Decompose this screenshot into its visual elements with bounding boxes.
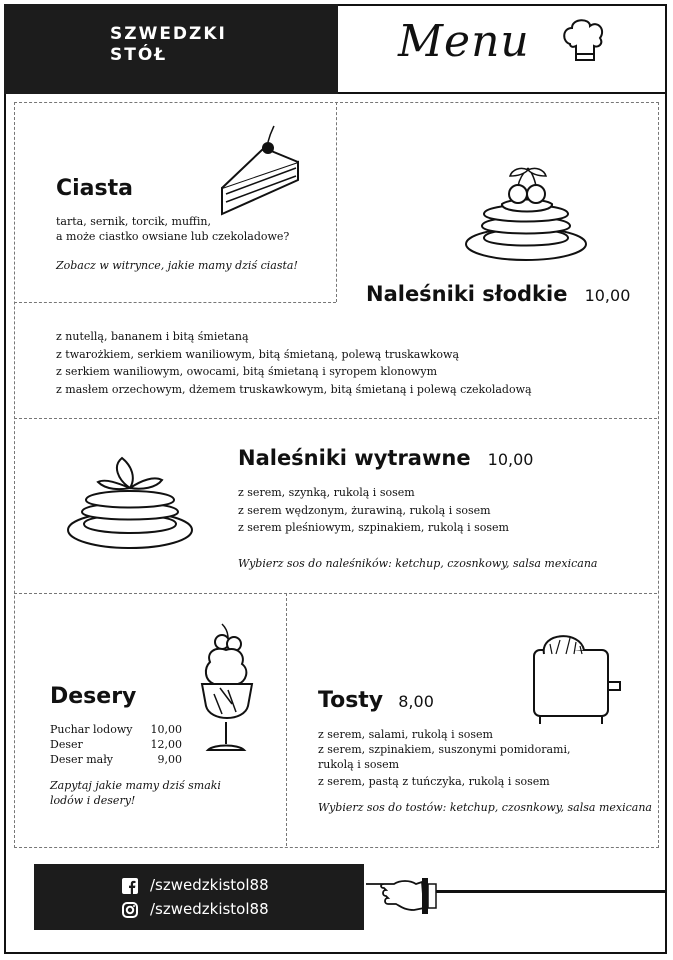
dessert-name: Puchar lodowy <box>50 723 133 736</box>
ciasta-description <box>56 214 289 244</box>
divider <box>14 418 657 419</box>
ciasta-note: Zobacz w witrynce, jakie mamy dziś ciasta! <box>56 259 298 272</box>
list-item: z serem pleśniowym, szpinakiem, rukolą i sosem <box>238 521 509 534</box>
instagram-handle[interactable]: /szwedzkistol88 <box>150 900 269 918</box>
desserts-table <box>50 722 182 767</box>
table-row <box>50 752 182 767</box>
dessert-price: 9,00 <box>157 753 182 766</box>
cake-slice-icon <box>212 122 304 218</box>
divider <box>14 593 657 594</box>
list-item: z nutellą, bananem i bitą śmietaną <box>56 330 249 343</box>
list-item: z serem, szpinakiem, suszonymi pomidorami, <box>318 743 571 756</box>
facebook-handle[interactable]: /szwedzkistol88 <box>150 876 269 894</box>
toasts-heading <box>318 688 434 713</box>
sweet-pancakes-heading <box>366 282 630 306</box>
savory-pancakes-icon <box>62 452 198 554</box>
sweet-pancakes-list <box>56 328 532 398</box>
toasts-list <box>318 726 570 790</box>
table-row <box>50 722 182 737</box>
desserts-note-line: Zapytaj jakie mamy dziś smaki <box>50 779 221 792</box>
dessert-price: 10,00 <box>150 723 182 736</box>
brand-logo-line1: SZWEDZKI <box>110 24 227 44</box>
instagram-link[interactable] <box>122 900 269 918</box>
list-item: z serem, szynką, rukolą i sosem <box>238 486 415 499</box>
list-item: z serem wędzonym, żurawiną, rukolą i sosem <box>238 503 491 517</box>
pointing-hand-icon <box>364 870 670 920</box>
ciasta-line: a może ciastko owsiane lub czekoladowe? <box>56 230 290 243</box>
price-nalesniki-wytrawne: 10,00 <box>487 450 534 469</box>
table-row <box>50 737 182 752</box>
brand-logo-line2: STÓŁ <box>110 45 168 65</box>
instagram-icon <box>122 902 138 918</box>
list-item: z masłem orzechowym, dżemem truskawkowym, bitą śmietaną i polewą czekoladową <box>56 382 532 396</box>
divider <box>14 302 336 303</box>
desserts-note-line: lodów i desery! <box>50 794 136 807</box>
dessert-name: Deser mały <box>50 753 114 766</box>
chef-hat-icon <box>560 16 610 66</box>
price-tosty: 8,00 <box>398 692 434 711</box>
list-item: z serem, salami, rukolą i sosem <box>318 728 493 741</box>
sweet-pancakes-icon <box>462 164 592 266</box>
toasts-note: Wybierz sos do tostów: ketchup, czosnkowy, salsa mexicana <box>318 801 652 814</box>
list-item: z serem, pastą z tuńczyka, rukolą i sosem <box>318 775 550 788</box>
toaster-icon <box>526 626 626 726</box>
facebook-icon <box>122 878 138 894</box>
list-item: z twarożkiem, serkiem waniliowym, bitą śmietaną, polewą truskawkową <box>56 347 460 361</box>
divider <box>336 102 337 302</box>
divider <box>286 593 287 846</box>
savory-pancakes-list <box>238 484 509 537</box>
section-title-nalesniki-wytrawne: Naleśniki wytrawne <box>238 446 471 470</box>
brand-logo <box>110 24 227 66</box>
price-nalesniki-slodkie: 10,00 <box>584 286 631 305</box>
section-title-nalesniki-slodkie: Naleśniki słodkie <box>366 282 568 306</box>
section-title-ciasta: Ciasta <box>56 176 133 201</box>
list-item: z serkiem waniliowym, owocami, bitą śmietaną i syropem klonowym <box>56 365 437 378</box>
dessert-name: Deser <box>50 738 83 751</box>
savory-pancakes-note: Wybierz sos do naleśników: ketchup, czosnkowy, salsa mexicana <box>238 557 598 570</box>
savory-pancakes-heading <box>238 446 533 470</box>
list-item: rukolą i sosem <box>318 758 400 771</box>
social-footer <box>34 864 364 930</box>
section-title-tosty: Tosty <box>318 688 384 713</box>
ciasta-line: tarta, sernik, torcik, muffin, <box>56 215 211 228</box>
section-title-desery: Desery <box>50 684 137 709</box>
facebook-link[interactable] <box>122 876 269 894</box>
desserts-note <box>50 778 221 808</box>
page-title: Menu <box>398 16 530 67</box>
dessert-price: 12,00 <box>150 738 182 751</box>
ice-cream-sundae-icon <box>192 622 262 766</box>
